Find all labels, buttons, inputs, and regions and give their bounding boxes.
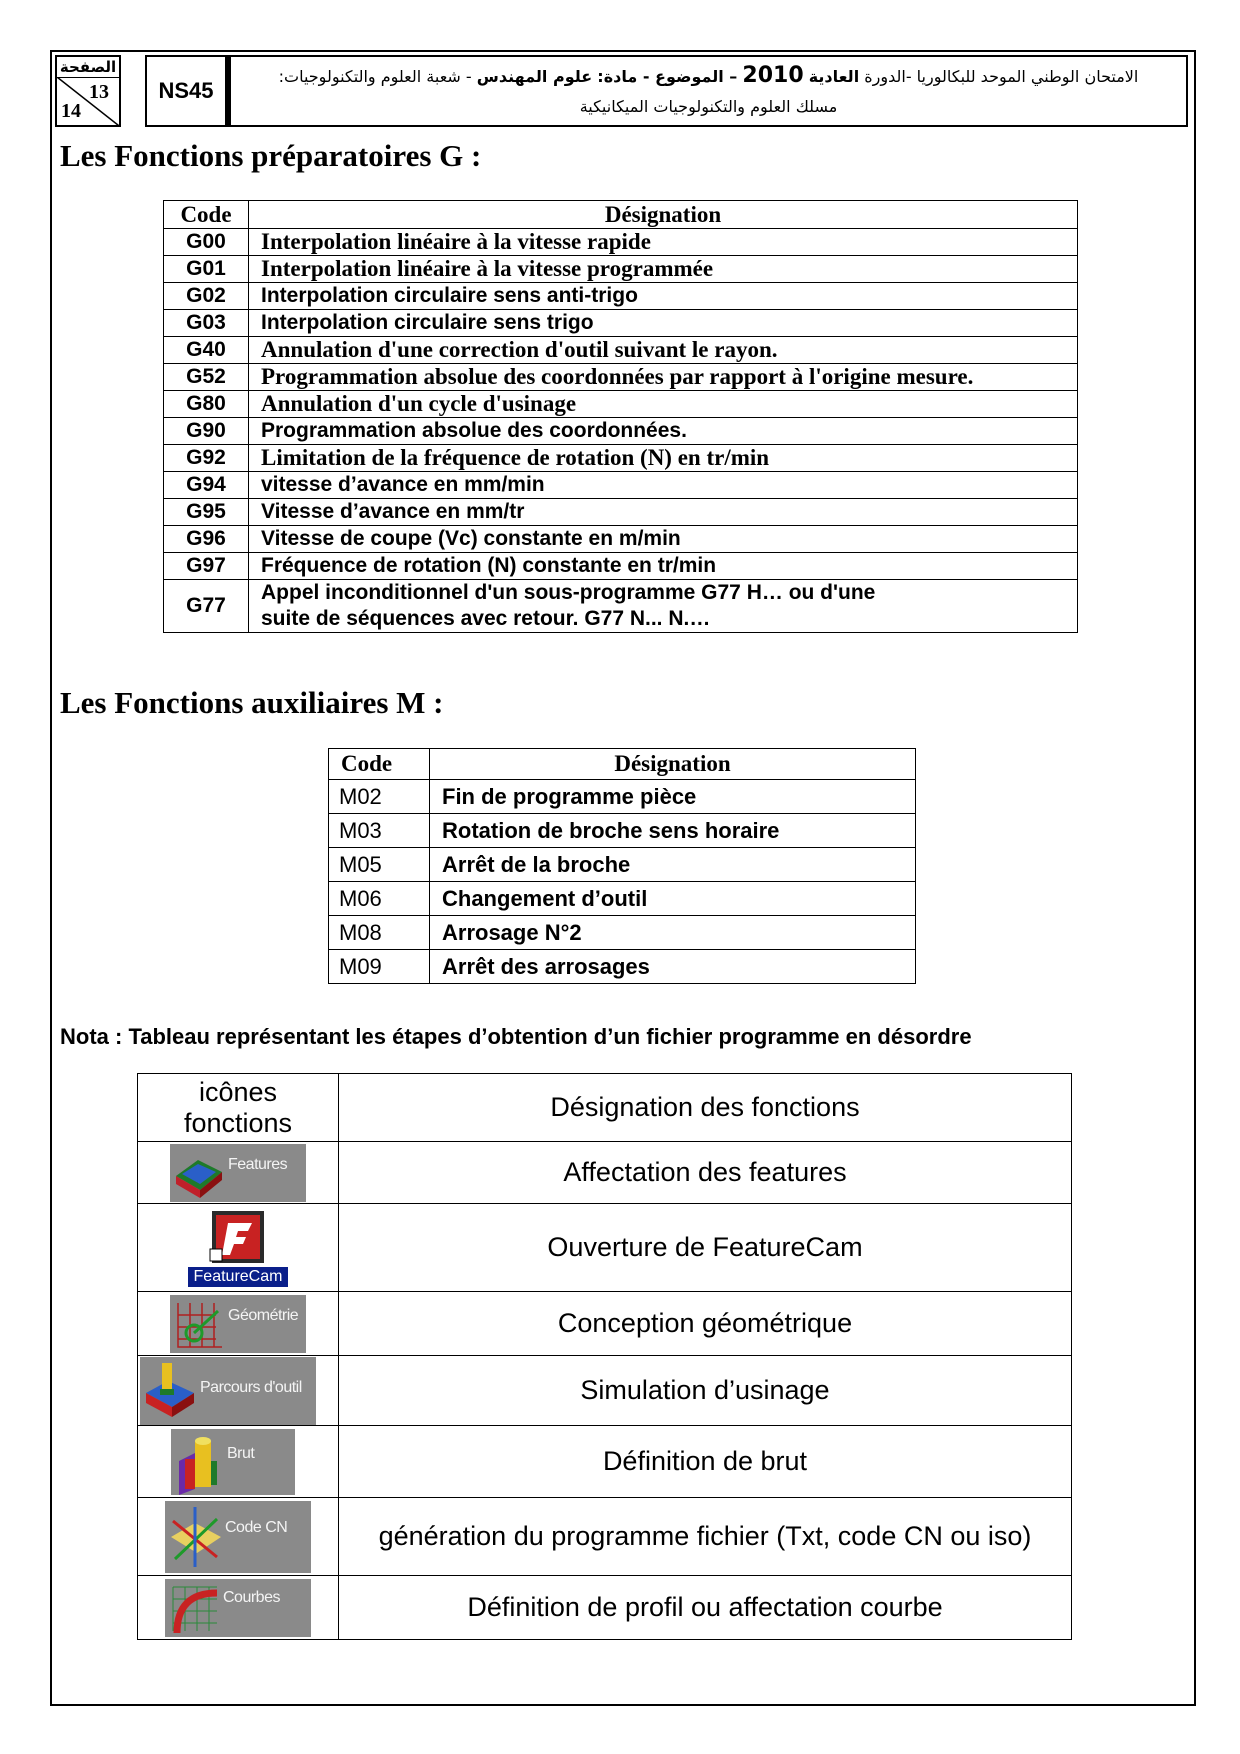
table-row [164,391,1078,418]
icon-label: Features [228,1155,288,1173]
g-designation: Vitesse de coupe (Vc) constante en m/min [249,526,1078,553]
col-designation: Désignation des fonctions [339,1074,1072,1142]
brut-icon [171,1429,295,1495]
featurecam-icon [188,1209,288,1287]
table-row [164,310,1078,337]
table-row [164,499,1078,526]
table-header-row [138,1074,1072,1142]
m-designation: Arrosage N°2 [430,916,916,950]
step-designation: Définition de brut [339,1426,1072,1498]
table-row [164,445,1078,472]
table-row [138,1204,1072,1292]
g-code: G52 [164,364,249,391]
g-designation-line: Appel inconditionnel d'un sous-programme G77 H… ou d'une [261,581,876,604]
exam-code: NS45 [145,55,227,127]
g-code: G00 [164,229,249,256]
g-designation: Programmation absolue des coordonnées. [249,418,1078,445]
table-row [138,1498,1072,1576]
g-code: G77 [164,580,249,633]
step-designation: Conception géométrique [339,1292,1072,1356]
g-designation: Programmation absolue des coordonnées par rapport à l'origine mesure. [249,364,1078,391]
g-designation: Annulation d'une correction d'outil suivant le rayon. [249,337,1078,364]
g-code: G02 [164,283,249,310]
icon-label: Parcours d'outil [200,1378,302,1396]
m-designation: Rotation de broche sens horaire [430,814,916,848]
g-code: G92 [164,445,249,472]
g-code: G40 [164,337,249,364]
step-designation: Ouverture de FeatureCam [339,1204,1072,1292]
col-icons [138,1074,339,1142]
title-subject: علوم المهندس [476,67,593,86]
icon-label: FeatureCam [188,1267,288,1287]
parcours-outil-icon [140,1357,316,1425]
courbes-icon [165,1579,311,1637]
g-code: G96 [164,526,249,553]
icon-cell [138,1498,339,1576]
g-designation: Fréquence de rotation (N) constante en tr/min [249,553,1078,580]
col-designation: Désignation [430,749,916,780]
table-row [164,364,1078,391]
step-designation: Simulation d’usinage [339,1356,1072,1426]
geometrie-icon [170,1295,306,1353]
m-designation: Fin de programme pièce [430,780,916,814]
page-number: 13 [89,81,109,103]
icon-cell [138,1142,339,1204]
m-functions-table [328,748,916,984]
table-row [164,256,1078,283]
g-code: G03 [164,310,249,337]
g-code: G01 [164,256,249,283]
table-row [138,1426,1072,1498]
col-icons-line: fonctions [183,1107,293,1138]
g-code: G80 [164,391,249,418]
icon-label: Code CN [225,1518,288,1536]
g-designation: Interpolation linéaire à la vitesse rapide [249,229,1078,256]
table-row [164,283,1078,310]
table-row [164,337,1078,364]
g-designation: Interpolation circulaire sens anti-trigo [249,283,1078,310]
icon-label: Courbes [223,1588,280,1606]
g-designation: Interpolation linéaire à la vitesse programmée [249,256,1078,283]
g-designation [249,580,1078,633]
table-row [329,780,916,814]
m-code: M06 [329,882,430,916]
g-designation: Interpolation circulaire sens trigo [249,310,1078,337]
table-row [329,916,916,950]
table-row [164,472,1078,499]
table-row [138,1576,1072,1640]
g-designation: Annulation d'un cycle d'usinage [249,391,1078,418]
table-row [164,526,1078,553]
g-code: G95 [164,499,249,526]
table-row [138,1142,1072,1204]
table-header-row [329,749,916,780]
m-code: M08 [329,916,430,950]
code-cn-icon [165,1501,311,1573]
step-designation: Affectation des features [339,1142,1072,1204]
nota-text: Nota : Tableau représentant les étapes d’obtention d’un fichier programme en désordre [60,1024,972,1049]
m-code: M02 [329,780,430,814]
title-part1: الامتحان الوطني الموحد للبكالوريا -الدورة [864,67,1139,86]
m-code: M03 [329,814,430,848]
col-code: Code [329,749,430,780]
table-row [329,848,916,882]
m-designation: Arrêt de la broche [430,848,916,882]
page-number-box [55,55,121,127]
g-functions-table [163,200,1078,633]
g-designation: vitesse d’avance en mm/min [249,472,1078,499]
page-label: الصفحة [57,57,119,78]
g-code: G97 [164,553,249,580]
g-code: G90 [164,418,249,445]
m-code: M05 [329,848,430,882]
icon-cell [138,1576,339,1640]
features-icon [170,1144,306,1202]
table-row [138,1292,1072,1356]
col-designation: Désignation [249,201,1078,229]
steps-table [137,1073,1072,1640]
exam-title-line1 [231,61,1186,92]
col-icons-line: icônes [198,1076,278,1107]
title-session: العادية [808,67,860,86]
step-designation: génération du programme fichier (Txt, code CN ou iso) [339,1498,1072,1576]
icon-cell [138,1204,339,1292]
table-header-row [164,201,1078,229]
table-row [329,950,916,984]
title-year: 2010 [742,63,804,88]
table-row [329,814,916,848]
page-total: 14 [61,100,81,122]
exam-title-line2: مسلك العلوم والتكنولوجيات الميكانيكية [579,97,838,116]
table-row [164,229,1078,256]
g-designation-line: suite de séquences avec retour. G77 N... N.… [261,607,711,630]
col-code: Code [164,201,249,229]
exam-title [227,55,1188,127]
table-row [164,418,1078,445]
icon-label: Géométrie [228,1306,299,1324]
table-row [164,553,1078,580]
table-row [138,1356,1072,1426]
m-code: M09 [329,950,430,984]
icon-cell [138,1426,339,1498]
title-part3: - شعبة العلوم والتكنولوجيات: [278,67,472,86]
m-section-title: Les Fonctions auxiliaires M : [60,685,444,720]
g-designation: Vitesse d’avance en mm/tr [249,499,1078,526]
title-part2: – الموضوع - مادة: [597,67,738,86]
g-code: G94 [164,472,249,499]
icon-cell [138,1292,339,1356]
g-section-title: Les Fonctions préparatoires G : [60,138,482,173]
m-designation: Changement d’outil [430,882,916,916]
g-designation: Limitation de la fréquence de rotation (N) en tr/min [249,445,1078,472]
step-designation: Définition de profil ou affectation courbe [339,1576,1072,1640]
table-row [329,882,916,916]
table-row [164,580,1078,633]
icon-label: Brut [227,1444,255,1462]
m-designation: Arrêt des arrosages [430,950,916,984]
icon-cell [138,1356,339,1426]
